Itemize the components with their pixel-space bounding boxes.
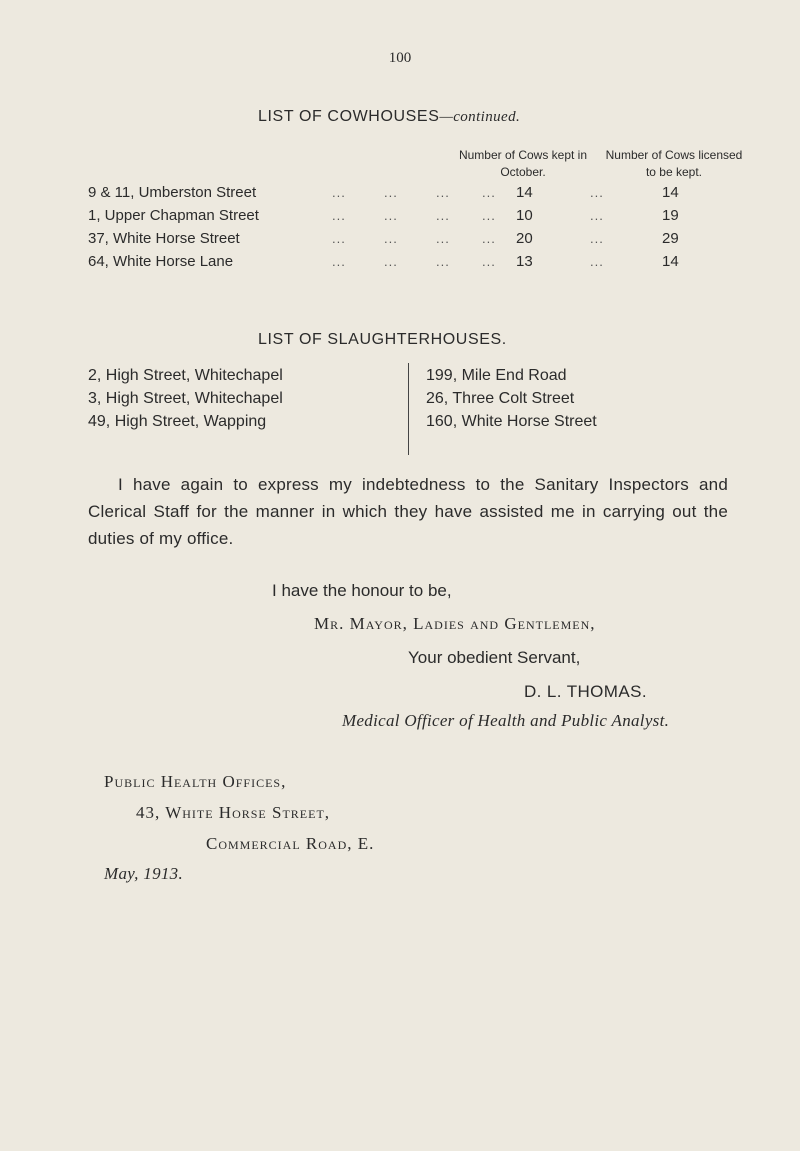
row-kept: 10 xyxy=(516,207,533,224)
leader-dots: ... xyxy=(332,185,346,200)
row-kept: 20 xyxy=(516,230,533,247)
closing-paragraph: I have again to express my indebtedness to the Sanitary Inspectors and Clerical Staff for the manner in which they have assisted me in carrying out the duties of my office. xyxy=(88,475,728,548)
list-item: 49, High Street, Wapping xyxy=(88,413,267,430)
leader-dots: ... xyxy=(590,185,604,200)
leader-dots: ... xyxy=(436,208,450,223)
leader-dots: ... xyxy=(590,231,604,246)
row-licensed: 29 xyxy=(662,230,679,247)
office-address-line-1: Public Health Offices, xyxy=(104,772,287,791)
cowhouses-heading xyxy=(258,108,520,126)
list-item: 26, Three Colt Street xyxy=(426,390,575,407)
list-item: 160, White Horse Street xyxy=(426,413,597,430)
office-address-line-3: Commercial Road, E. xyxy=(206,834,375,853)
leader-dots: ... xyxy=(384,185,398,200)
row-address: 1, Upper Chapman Street xyxy=(88,207,259,224)
leader-dots: ... xyxy=(482,208,496,223)
leader-dots: ... xyxy=(590,254,604,269)
row-licensed: 14 xyxy=(662,253,679,270)
table-row xyxy=(0,253,800,275)
leader-dots: ... xyxy=(436,185,450,200)
leader-dots: ... xyxy=(436,254,450,269)
slaughterhouses-title: LIST OF SLAUGHTERHOUSES. xyxy=(258,331,507,348)
leader-dots: ... xyxy=(384,231,398,246)
leader-dots: ... xyxy=(332,231,346,246)
row-address: 64, White Horse Lane xyxy=(88,253,234,270)
office-address-line-2: 43, White Horse Street, xyxy=(136,803,331,822)
slaughterhouses-right-column xyxy=(426,364,597,433)
leader-dots: ... xyxy=(384,208,398,223)
leader-dots: ... xyxy=(482,254,496,269)
table-row xyxy=(0,207,800,229)
leader-dots: ... xyxy=(436,231,450,246)
list-item: 3, High Street, Whitechapel xyxy=(88,390,283,407)
signoff-salutation: Mr. Mayor, Ladies and Gentlemen, xyxy=(314,614,596,633)
cowhouses-title: LIST OF COWHOUSES xyxy=(258,108,440,125)
row-licensed: 14 xyxy=(662,184,679,201)
row-address: 9 & 11, Umberston Street xyxy=(88,184,257,201)
leader-dots: ... xyxy=(384,254,398,269)
col-header-kept: Number of Cows kept in October. xyxy=(458,148,588,179)
column-divider xyxy=(408,363,409,455)
leader-dots: ... xyxy=(482,185,496,200)
col-header-licensed: Number of Cows licensed to be kept. xyxy=(605,148,743,179)
row-licensed: 19 xyxy=(662,207,679,224)
leader-dots: ... xyxy=(332,254,346,269)
leader-dots: ... xyxy=(332,208,346,223)
cowhouses-title-suffix: —continued. xyxy=(439,109,521,125)
page-number: 100 xyxy=(388,50,412,66)
table-row xyxy=(0,230,800,252)
signatory-name: D. L. THOMAS. xyxy=(524,682,647,701)
document-date: May, 1913. xyxy=(104,864,184,883)
list-item: 2, High Street, Whitechapel xyxy=(88,367,283,384)
slaughterhouses-left-column xyxy=(88,364,283,433)
table-row xyxy=(0,184,800,206)
row-kept: 13 xyxy=(516,253,533,270)
leader-dots: ... xyxy=(482,231,496,246)
leader-dots: ... xyxy=(590,208,604,223)
signoff-line-1: I have the honour to be, xyxy=(272,581,452,600)
signoff-line-3: Your obedient Servant, xyxy=(408,648,581,667)
list-item: 199, Mile End Road xyxy=(426,367,567,384)
row-address: 37, White Horse Street xyxy=(88,230,240,247)
row-kept: 14 xyxy=(516,184,533,201)
signatory-title: Medical Officer of Health and Public Analyst. xyxy=(342,711,670,730)
